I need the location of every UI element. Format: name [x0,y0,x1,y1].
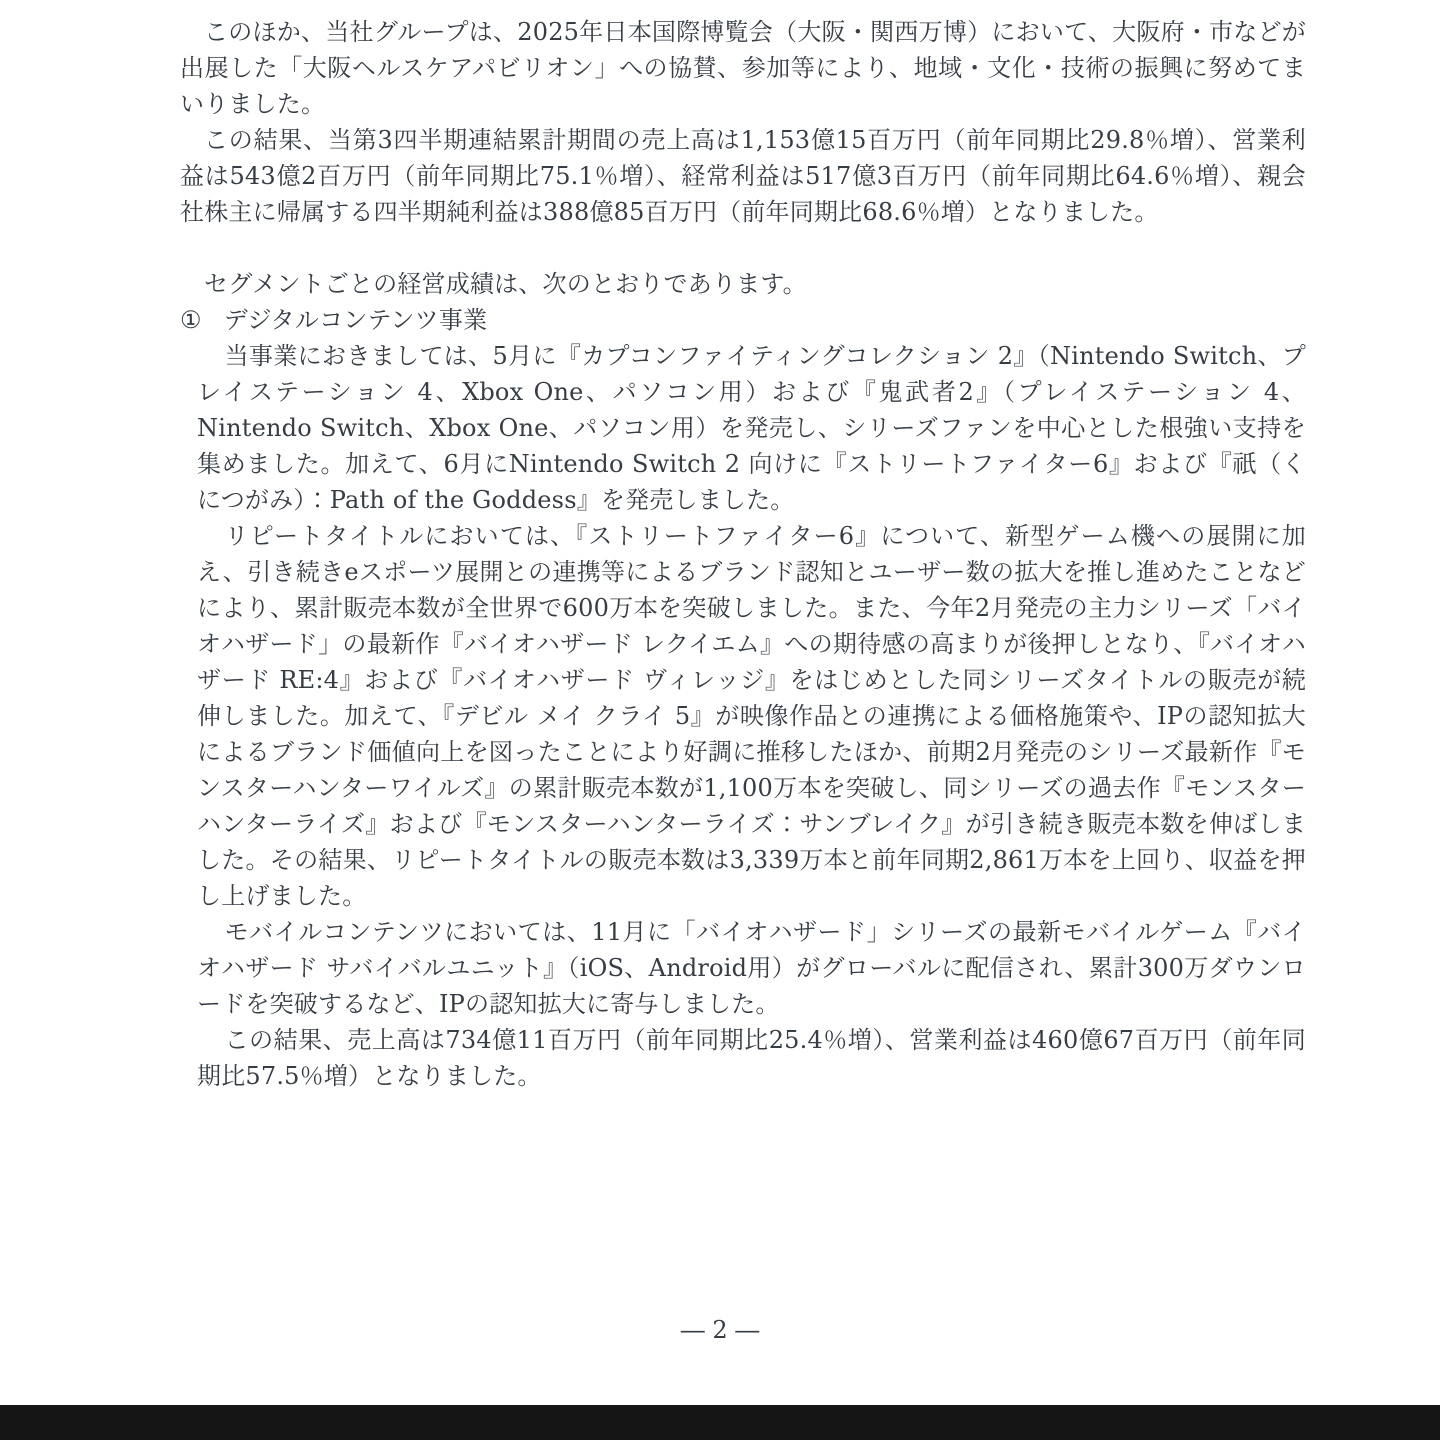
paragraph-mobile-contents: モバイルコンテンツにおいては、11月に「バイオハザード」シリーズの最新モバイルゲーム『バイオハザード サバイバルユニット』（iOS、Android用）がグローバルに配信され、累計300万ダウンロードを突破するなど、IPの認知拡大に寄与しました。 [197,918,1306,1018]
paragraph-segment-results: この結果、売上高は734億11百万円（前年同期比25.4％増）、営業利益は460億67百万円（前年同期比57.5％増）となりました。 [197,1026,1306,1090]
bottom-bar [0,1405,1440,1440]
page-number: ― 2 ― [680,1316,760,1344]
paragraph-expo-activities: このほか、当社グループは、2025年日本国際博覧会（大阪・関西万博）において、大阪府・市などが出展した「大阪ヘルスケアパビリオン」への協賛、参加等により、地域・文化・技術の振興に努めてまいりました。 [180,18,1306,118]
segment-title: デジタルコンテンツ事業 [223,306,488,334]
paragraph-consolidated-results: この結果、当第3四半期連結累計期間の売上高は1,153億15百万円（前年同期比29.8％増）、営業利益は543億2百万円（前年同期比75.1％増）、経常利益は517億3百万円（前年同期比64.6％増）、親会社株主に帰属する四半期純利益は388億85百万円（前年同期比68.6％増）となりました。 [180,126,1306,226]
segment-heading [180,302,1306,338]
document-body [180,14,1306,1094]
paragraph-repeat-titles: リピートタイトルにおいては、『ストリートファイター6』について、新型ゲーム機への展開に加え、引き続きeスポーツ展開との連携等によるブランド認知とユーザー数の拡大を推し進めたことなどにより、累計販売本数が全世界で600万本を突破しました。また、今年2月発売の主力シリーズ「バイオハザード」の最新作『バイオハザード レクイエム』への期待感の高まりが後押しとなり、『バイオハザード RE:4』および『バイオハザード ヴィレッジ』をはじめとした同シリーズタイトルの販売が続伸しました。加えて、『デビル メイ クライ 5』が映像作品との連携による価格施策や、IPの認知拡大によるブランド価値向上を図ったことにより好調に推移したほか、前期2月発売のシリーズ最新作『モンスターハンターワイルズ』の累計販売本数が1,100万本を突破し、同シリーズの過去作『モンスターハンターライズ』および『モンスターハンターライズ：サンブレイク』が引き続き販売本数を伸ばしました。その結果、リピートタイトルの販売本数は3,339万本と前年同期2,861万本を上回り、収益を押し上げました。 [197,522,1306,910]
segment-body [197,338,1306,1094]
segment-number: ① [180,306,202,334]
paragraph-new-releases: 当事業におきましては、5月に『カプコンファイティングコレクション 2』（Nintendo Switch、プレイステーション 4、Xbox One、パソコン用）および『鬼武者2』（プレイステーション 4、Nintendo Switch、Xbox One、パソコン用）を発売し、シリーズファンを中心とした根強い支持を集めました。加えて、6月にNintendo Switch 2 向けに『ストリートファイター6』および『祇（くにつがみ）：Path of the Goddess』を発売しました。 [197,342,1306,514]
paragraph-segment-intro: セグメントごとの経営成績は、次のとおりであります。 [204,270,807,298]
